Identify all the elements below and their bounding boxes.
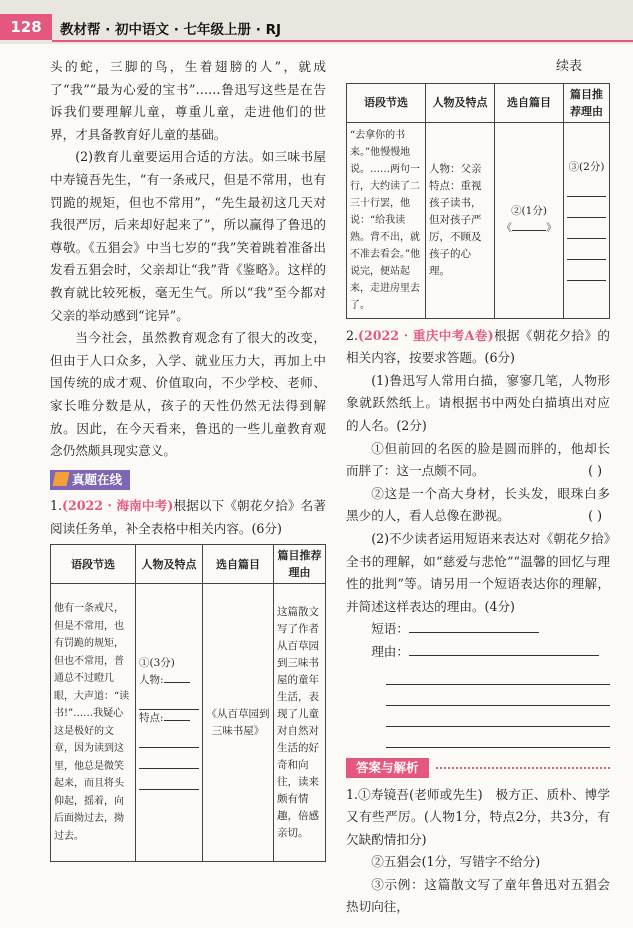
q1-source: (2022 · 海南中考) xyxy=(62,498,174,514)
phrase-label: 短语： xyxy=(371,621,409,637)
phrase-line xyxy=(346,618,610,641)
t1-blank-3[interactable] xyxy=(139,748,199,769)
reason-blank[interactable] xyxy=(409,655,599,656)
q1-text: 根据以下《朝花夕拾》名著阅读任务单，补全表格中相关内容。(6分) xyxy=(50,498,327,536)
t1-person-label: 人物: xyxy=(139,674,164,687)
t1-trait-blank[interactable] xyxy=(164,720,190,721)
t2-chapter-score: ②(1分) xyxy=(511,205,547,218)
t1-person-cell xyxy=(136,584,203,862)
phrase-blank[interactable] xyxy=(409,632,539,633)
th2-reason: 篇目推荐理由 xyxy=(564,83,610,122)
section-header xyxy=(50,469,326,492)
left-column xyxy=(50,56,326,862)
reason-blank-4[interactable] xyxy=(386,727,610,748)
t2-blank-2[interactable] xyxy=(567,197,606,218)
reason-line xyxy=(346,641,610,664)
q2-sentence-1 xyxy=(346,438,610,483)
paragraph-3: 当今社会，虽然教育观念有了很大的改变，但由于人口众多，入学、就业压力大，再加上中国传统的成才观、价值取向，不少学校、老师、家长唯分数是从，孩子的天性仍然无法得到解放。因此，在今天看来，鲁迅的一些儿童教育观念仍然颇具现实意义。 xyxy=(50,330,326,459)
q2-s2-answer[interactable]: ( ) xyxy=(588,508,602,524)
reason-blank-1[interactable] xyxy=(386,664,610,685)
table-continued-label: 续表 xyxy=(555,59,582,74)
t1-blank-1[interactable] xyxy=(139,689,199,710)
page-header xyxy=(0,0,633,44)
reason-blank-3[interactable] xyxy=(386,706,610,727)
t2-reason-cell xyxy=(564,122,610,318)
question-2 xyxy=(346,325,610,370)
q2-s1-answer[interactable]: ( ) xyxy=(588,463,602,479)
q2-source: (2022 · 重庆中考A卷) xyxy=(358,327,494,343)
q2-part-2: (2)不少读者运用短语来表达对《朝花夕拾》全书的理解，如“慈爱与悲怆”“温馨的回忆与理性的批判”等。请另用一个短语表达你的理解，并简述这样表达的理由。(4分) xyxy=(346,530,610,614)
t2-blank-1[interactable] xyxy=(567,176,606,197)
t2-chapter-blank[interactable] xyxy=(512,230,546,231)
th2-chapter: 选自篇目 xyxy=(495,83,564,122)
right-column xyxy=(346,56,610,919)
th-excerpt: 语段节选 xyxy=(51,545,136,584)
t1-blank-4[interactable] xyxy=(139,769,199,790)
section-title: 真题在线 xyxy=(72,471,123,487)
t1-person-score: ①(3分) xyxy=(139,657,175,670)
answer-3: ③示例：这篇散文写了童年鲁迅对五猖会热切向往， xyxy=(346,876,610,915)
t1-trait-label: 特点: xyxy=(139,712,164,725)
t2-excerpt: “去拿你的书来。”他慢慢地说。……两句一行，大约读了二三十行罢，他说：“给我读熟。背不出，就不准去看会。”他说完，便站起来，走进房里去了。 xyxy=(347,122,426,318)
th-reason: 篇目推荐理由 xyxy=(274,545,326,584)
t1-blank-2[interactable] xyxy=(139,727,199,748)
q1-number: 1. xyxy=(50,498,63,514)
t2-blank-3[interactable] xyxy=(567,218,606,239)
q2-number: 2. xyxy=(346,327,359,343)
q2-s2-text: ②这是一个高大身材，长头发，眼珠白多黑少的人，看人总像在渺视。 xyxy=(346,485,610,524)
reason-blank-2[interactable] xyxy=(386,685,610,706)
th-person: 人物及特点 xyxy=(136,545,203,584)
answers-divider xyxy=(436,767,610,769)
task-table-2 xyxy=(346,83,610,319)
answer-2: ②五猖会(1分，写错字不给分) xyxy=(371,854,541,870)
q2-text: 根据《朝花夕拾》的相关内容，按要求答题。(6分) xyxy=(346,327,610,366)
question-1 xyxy=(50,495,326,540)
t2-chapter-cell: ②(1分) 《 》 xyxy=(495,122,564,318)
q2-sentence-2 xyxy=(346,483,610,528)
t2-person: 人物：父亲特点：重视孩子读书，但对孩子严厉，不顾及孩子的心理。 xyxy=(426,122,495,318)
q2-s1-text: ①但前回的名医的脸是圆而胖的，他却长而胖了：这一点颇不同。 xyxy=(346,440,610,479)
th-chapter: 选自篇目 xyxy=(203,545,274,584)
page-number: 128 xyxy=(0,14,52,40)
pencil-icon xyxy=(53,472,70,486)
t2-blank-5[interactable] xyxy=(567,260,606,281)
answers-header xyxy=(346,758,610,778)
book-title: 教材帮 · 初中语文 · 七年级上册 · RJ xyxy=(60,22,282,38)
section-tag xyxy=(50,470,130,490)
reason-label: 理由： xyxy=(371,643,409,659)
header-divider xyxy=(52,40,633,42)
t1-excerpt: 他有一条戒尺，但是不常用，也有罚跪的规矩，但也不常用，普通总不过瞪几眼，大声道：“读书!”……我疑心这是极好的文章，因为读到这里，他总是微笑起来，而且将头仰起，摇着，向后面拗过去，拗过去。 xyxy=(51,584,136,862)
paragraph-2: (2)教育儿童要运用合适的方法。如三味书屋中寿镜吾先生，“有一条戒尺，但是不常用，也有罚跪的规矩，但也不常用”，“先生最初这几天对我很严厉，后来却好起来了”，所以赢得了鲁迅的尊敬。《五猖会》中当七岁的“我”笑着跳着准备出发看五猖会时，父亲却让“我”背《鉴略》。这样的教育就比较死板，毫无生气。所以“我”至今都对父亲的举动感到“诧异”。 xyxy=(50,149,326,323)
th2-excerpt: 语段节选 xyxy=(347,83,426,122)
t1-reason: 这篇散文写了作者从百草园到三味书屋的童年生活，表现了儿童对自然对生活的好奇和向往，读来颇有情趣，倍感亲切。 xyxy=(274,584,326,862)
q2-part-1: (1)鲁迅写人常用白描，寥寥几笔，人物形象就跃然纸上。请根据书中两处白描填出对应的人名。(2分) xyxy=(346,372,610,433)
t2-reason-score: ③(2分) xyxy=(568,161,605,174)
answer-1: 1.①寿镜吾(老师或先生) 极方正、质朴、博学又有些严厉。(人物1分，特点2分，共3分，有欠缺酌情扣分) xyxy=(346,786,610,847)
t2-blank-4[interactable] xyxy=(567,239,606,260)
t1-chapter: 《从百草园到三味书屋》 xyxy=(203,584,274,862)
answers-title: 答案与解析 xyxy=(346,758,429,778)
task-table-1 xyxy=(50,544,326,862)
paragraph-1: 头的蛇，三脚的鸟，生着翅膀的人”，就成了“我”“最为心爱的宝书”……鲁迅写这些是在告诉我们要理解儿童，尊重儿童，走进他们的世界，才具备教育好儿童的基础。 xyxy=(50,59,326,142)
th2-person: 人物及特点 xyxy=(426,83,495,122)
t1-person-blank[interactable] xyxy=(164,682,190,683)
